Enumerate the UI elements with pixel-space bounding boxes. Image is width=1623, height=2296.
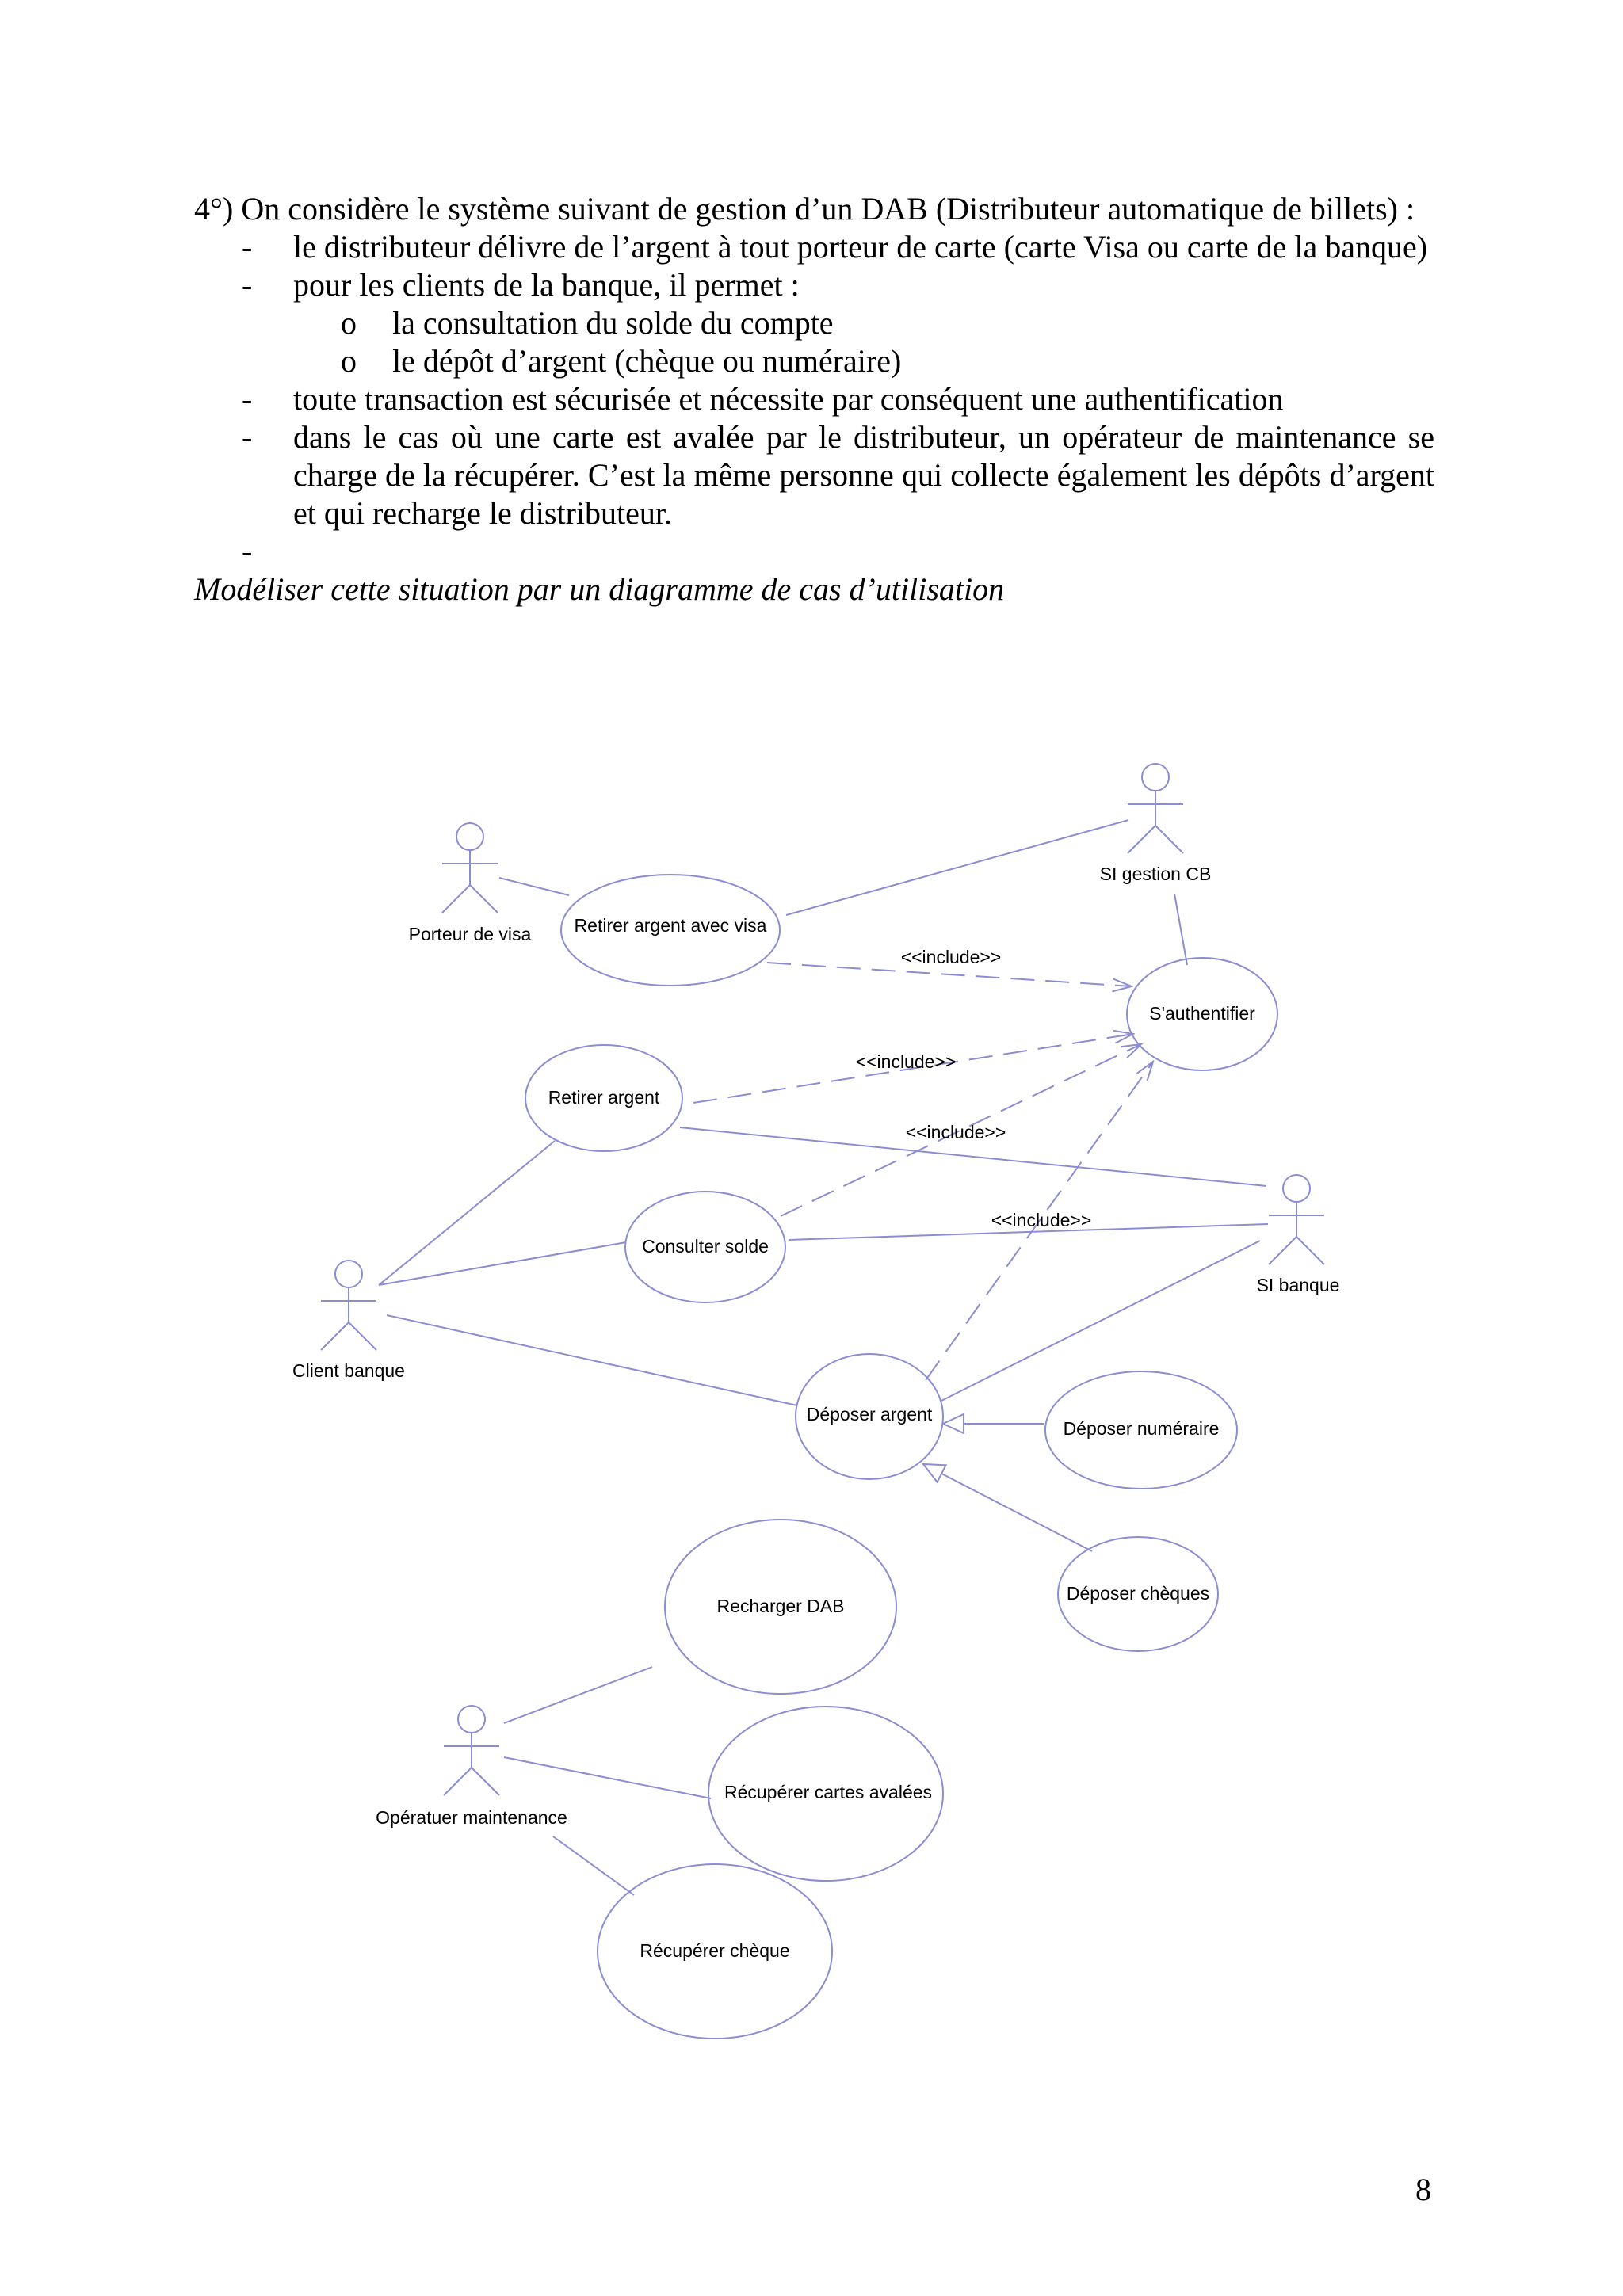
assoc-client-retirer: [379, 1141, 555, 1285]
assoc-retirer-visa-si-cb: [786, 820, 1128, 915]
use-case-label-retirer-argent: Retirer argent: [548, 1087, 660, 1108]
bullet-text: dans le cas où une carte est avalée par le distributeur, un opérateur de maintenance se charge de la récupérer. C’est la même personne qui collecte également les dépôts d’argent et qui recharge le distributeur.: [293, 419, 1434, 531]
actor-label-porteur-visa: Porteur de visa: [408, 924, 532, 944]
include-label: <<include>>: [855, 1051, 957, 1072]
sub-bullet-text: le dépôt d’argent (chèque ou numéraire): [392, 343, 902, 379]
assoc-operateur-recuperer-cheque: [553, 1836, 634, 1895]
sub-bullet-marker: o: [341, 343, 357, 379]
assoc-operateur-recuperer-cartes: [504, 1757, 711, 1798]
actor-operateur-maintenance: [444, 1706, 499, 1795]
sub-bullet-marker: o: [341, 305, 357, 341]
bullet-marker: -: [242, 267, 253, 303]
actor-si-banque: [1269, 1175, 1324, 1264]
instruction-text: Modéliser cette situation par un diagramme de cas d’utilisation: [194, 571, 1005, 607]
bullet-text: pour les clients de la banque, il permet :: [293, 267, 800, 303]
assoc-client-consulter: [379, 1242, 626, 1285]
actor-label-operateur: Opératuer maintenance: [376, 1807, 567, 1828]
bullet-marker: -: [242, 381, 253, 417]
bullet-text: toute transaction est sécurisée et nécessite par conséquent une authentification: [293, 381, 1284, 417]
include-label: <<include>>: [900, 947, 1002, 967]
actor-label-si-gestion-cb: SI gestion CB: [1099, 864, 1212, 884]
assoc-si-cb-authentifier: [1174, 894, 1187, 965]
use-case-label-recharger-dab: Recharger DAB: [716, 1596, 845, 1616]
assoc-client-deposer: [387, 1315, 797, 1405]
actor-label-client-banque: Client banque: [292, 1360, 405, 1381]
intro-paragraph: 4°) On considère le système suivant de gestion d’un DAB (Distributeur automatique de billets) :: [194, 191, 1415, 227]
bullet-marker: -: [242, 229, 253, 265]
actor-porteur-de-visa: [442, 823, 498, 913]
bullet-text: le distributeur délivre de l’argent à tout porteur de carte (carte Visa ou carte de la banque): [293, 229, 1428, 265]
page-number: 8: [1415, 2172, 1431, 2207]
use-case-label-recuperer-cartes: Récupérer cartes avalées: [724, 1782, 933, 1802]
bullet-marker: -: [242, 533, 253, 569]
use-case-label-consulter-solde: Consulter solde: [642, 1236, 769, 1257]
bullet-marker: -: [242, 419, 253, 455]
include-label: <<include>>: [905, 1122, 1006, 1142]
use-case-label-retirer-visa: Retirer argent avec visa: [574, 915, 767, 936]
use-case-label-authentifier: S'authentifier: [1149, 1003, 1255, 1024]
assoc-porteur-retirer-visa: [499, 878, 569, 895]
generalization-cheques-deposer: [923, 1464, 1092, 1551]
include-label: <<include>>: [991, 1210, 1092, 1230]
actor-si-gestion-cb: [1128, 764, 1183, 853]
use-case-label-deposer-cheques: Déposer chèques: [1066, 1583, 1210, 1604]
actor-label-si-banque: SI banque: [1256, 1275, 1340, 1295]
use-case-label-recuperer-cheque: Récupérer chèque: [640, 1940, 790, 1961]
assoc-operateur-recharger: [504, 1667, 652, 1723]
sub-bullet-text: la consultation du solde du compte: [392, 305, 834, 341]
use-case-label-deposer-numeraire: Déposer numéraire: [1063, 1418, 1220, 1439]
actor-client-banque: [321, 1261, 376, 1350]
use-case-label-deposer-argent: Déposer argent: [806, 1404, 933, 1425]
